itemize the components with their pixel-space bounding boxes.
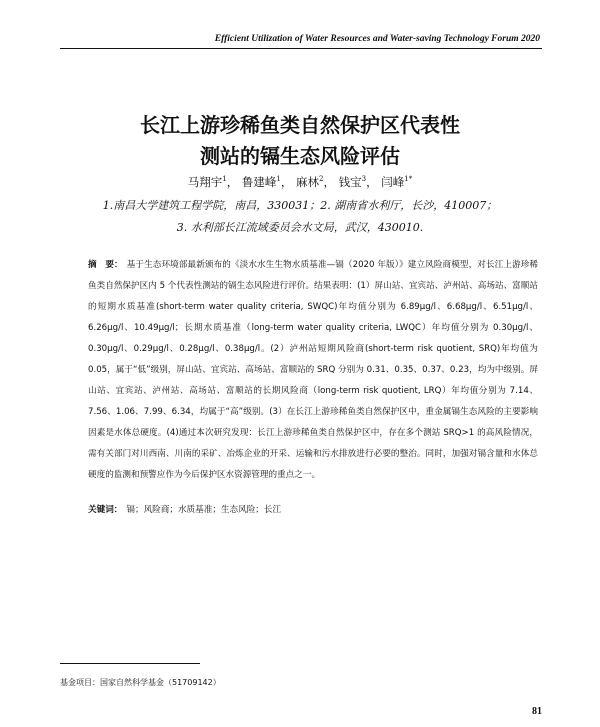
running-header: Efficient Utilization of Water Resources and Water-saving Technology Forum 2020 [214, 34, 540, 44]
keywords [88, 503, 538, 515]
abstract-label: 摘 要： [88, 260, 123, 270]
keywords-label: 关键词： [88, 505, 123, 515]
keywords-text: 镉；风险商；水质基准；生态风险；长江 [126, 505, 282, 515]
footnote-rule [60, 663, 200, 664]
abstract-text: 基于生态环境部最新颁布的《淡水水生生物水质基准—镉（2020 年版）》建立风险商模型，对长江上游珍稀鱼类自然保护区内 5 个代表性测站的镉生态风险进行评价。结果表明：(1）屏山站、宜宾站、泸州站、高场站、富顺站的短期水质基准(short-term water quality criteria, SWQC)年均值分别为 6.89μg/l、6.68μg/l、6.51μg/l、6.26μg/l、10.49μg/l；长期水质基准（long-term water quality criteria, LWQC）年均值分别为 0.30μg/l、0.30μg/l、0.29μg/l、0.28μg/l、0.38μg/l。(2）泸州站短期风险商(short-term risk quotient, SRQ)年均值为 0.05，属于“低”级别，屏山站、宜宾站、高场站、富顺站的 SRQ 分别为 0.31、0.35、0.37、0.23，均为中级别。屏山站、宜宾站、泸州站、高场站、富顺站的长期风险商（long-term risk quotient, LRQ）年均值分别为 7.14、7.56、1.06、7.99、6.34，均属于“高”级别。(3）在长江上游珍稀鱼类自然保护区中，重金属镉生态风险的主要影响因素是水体总硬度。(4)通过本次研究发现：长江上游珍稀鱼类自然保护区中，存在多个测站 SRQ>1 的高风险情况，需有关部门对川西南、川南的采矿、冶炼企业的开采、运输和污水排放进行必要的整治。同时，加强对镉含量和水体总硬度的监测和预警应作为今后保护区水资源管理的重点之一。 [88, 260, 538, 480]
author: 闫峰$^{1*}$ [381, 175, 413, 189]
author: 马翔宇$^1$， [187, 175, 239, 189]
author: 鲁建峰$^1$， [241, 175, 293, 189]
author: 麻林$^2$， [296, 175, 335, 189]
author: 钱宝$^3$， [338, 175, 378, 189]
paper-title [40, 110, 560, 172]
header-rule [60, 48, 542, 49]
abstract [88, 255, 538, 486]
title-line-1: 长江上游珍稀鱼类自然保护区代表性 [140, 113, 460, 137]
fund-footnote: 基金项目：国家自然科学基金（51709142） [60, 678, 221, 687]
title-line-2: 测站的镉生态风险评估 [200, 144, 400, 168]
page-number: 81 [532, 706, 542, 717]
affiliation-line-2: 3. 水利部长江流域委员会水文局，武汉，430010. [176, 221, 424, 234]
author-list [40, 174, 560, 190]
affiliation-line-1: 1.南昌大学建筑工程学院，南昌，330031；2. 湖南省水利厅，长沙，410007； [102, 199, 498, 212]
